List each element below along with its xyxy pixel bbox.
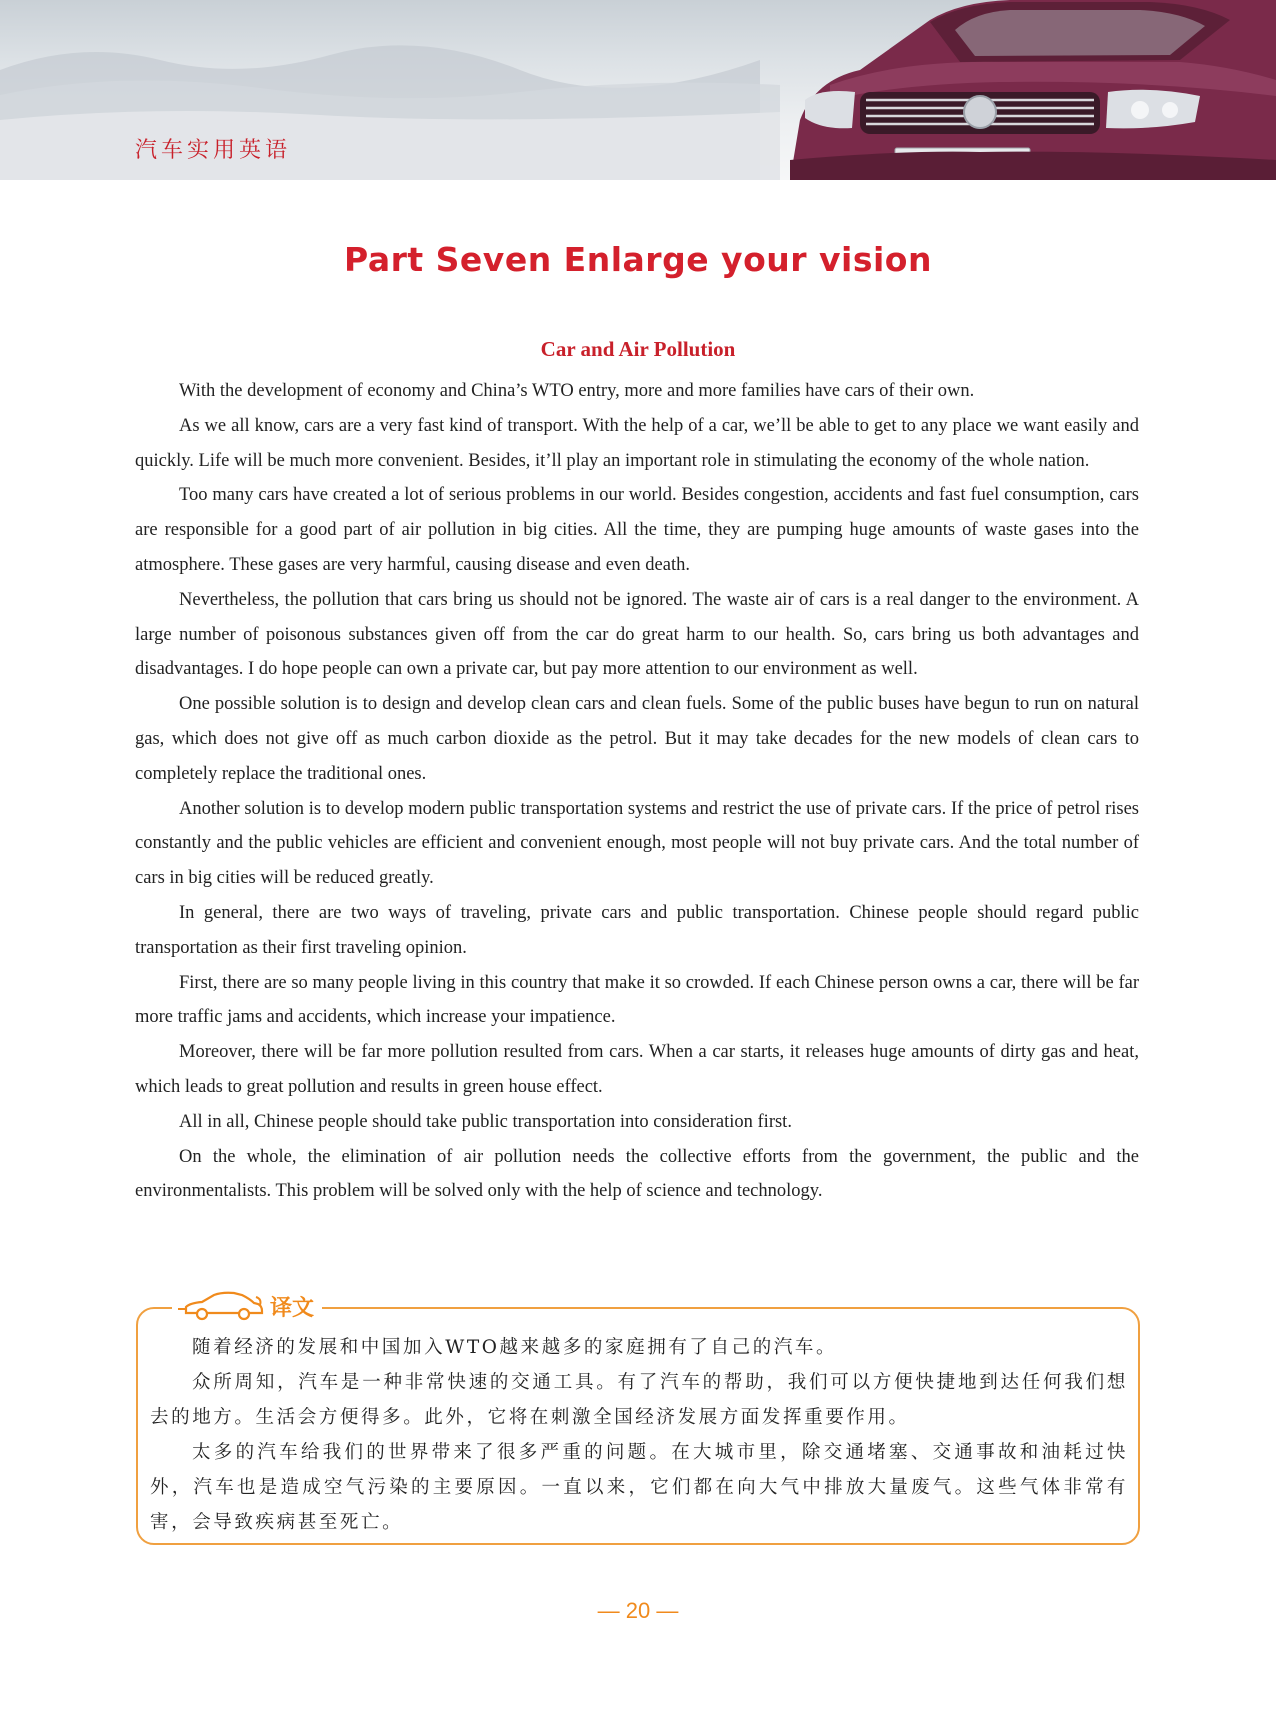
article-paragraph: Too many cars have created a lot of serious problems in our world. Besides congestion, accidents and fast fuel consumption, cars are responsible for a good part of air pollution in big cities. All the time, they are pumping huge amounts of waste gases into the atmosphere. These gases are very harmful, causing disease and even death.	[135, 485, 1139, 575]
page-number: — 20 —	[597, 1598, 679, 1623]
article-paragraph: With the development of economy and China’s WTO entry, more and more families have cars of their own.	[179, 381, 975, 401]
article-body	[135, 374, 1139, 1209]
translation-body	[150, 1330, 1128, 1540]
translation-paragraph: 众所周知，汽车是一种非常快速的交通工具。有了汽车的帮助，我们可以方便快捷地到达任何我们想去的地方。生活会方便得多。此外，它将在刺激全国经济发展方面发挥重要作用。	[150, 1372, 1128, 1428]
book-title: 汽车实用英语	[135, 138, 292, 163]
translation-paragraph: 随着经济的发展和中国加入WTO越来越多的家庭拥有了自己的汽车。	[192, 1337, 838, 1358]
article-paragraph: Nevertheless, the pollution that cars bring us should not be ignored. The waste air of cars is a real danger to the environment. A large number of poisonous substances given off from the car do great harm to our health. So, cars bring us both advantages and disadvantages. I do hope people can own a private car, but pay more attention to our environment as well.	[135, 589, 1139, 680]
page-header	[0, 0, 1276, 180]
article-paragraph: As we all know, cars are a very fast kind of transport. With the help of a car, we’ll be able to get to any place we want easily and quickly. Life will be much more convenient. Besides, it’ll play an important role in stimulating the economy of the whole nation.	[135, 415, 1139, 471]
part-title: Part Seven Enlarge your vision	[344, 240, 932, 279]
article-paragraph: All in all, Chinese people should take public transportation into consideration first.	[179, 1111, 792, 1132]
translation-label-text: 译文	[270, 1295, 315, 1321]
article-paragraph: Moreover, there will be far more pollution resulted from cars. When a car starts, it releases huge amounts of dirty gas and heat, which leads to great pollution and results in green house effect.	[135, 1042, 1139, 1097]
article-paragraph: In general, there are two ways of traveling, private cars and public transportation. Chinese people should regard public transportation as their first traveling opinion.	[135, 902, 1139, 958]
article-paragraph: Another solution is to develop modern public transportation systems and restrict the use of private cars. If the price of petrol rises constantly and the public vehicles are efficient and convenient enough, most people will not buy private cars. And the total number of cars in big cities will be reduced greatly.	[135, 798, 1139, 889]
article-title: Car and Air Pollution	[540, 337, 736, 361]
translation-label	[172, 1288, 322, 1324]
car-outline-icon	[178, 1291, 266, 1321]
article-paragraph: On the whole, the elimination of air pollution needs the collective efforts from the government, the public and the environmentalists. This problem will be solved only with the help of science and technology.	[135, 1146, 1139, 1202]
article-paragraph: One possible solution is to design and develop clean cars and clean fuels. Some of the public buses have begun to run on natural gas, which does not give off as much carbon dioxide as the petrol. But it may take decades for the new models of clean cars to completely replace the traditional ones.	[135, 694, 1139, 784]
article-paragraph: First, there are so many people living in this country that make it so crowded. If each Chinese person owns a car, there will be far more traffic jams and accidents, which increase your impatience.	[135, 972, 1139, 1028]
translation-paragraph: 太多的汽车给我们的世界带来了很多严重的问题。在大城市里，除交通堵塞、交通事故和油耗过快外，汽车也是造成空气污染的主要原因。一直以来，它们都在向大气中排放大量废气。这些气体非常有害，会导致疾病甚至死亡。	[150, 1442, 1128, 1533]
